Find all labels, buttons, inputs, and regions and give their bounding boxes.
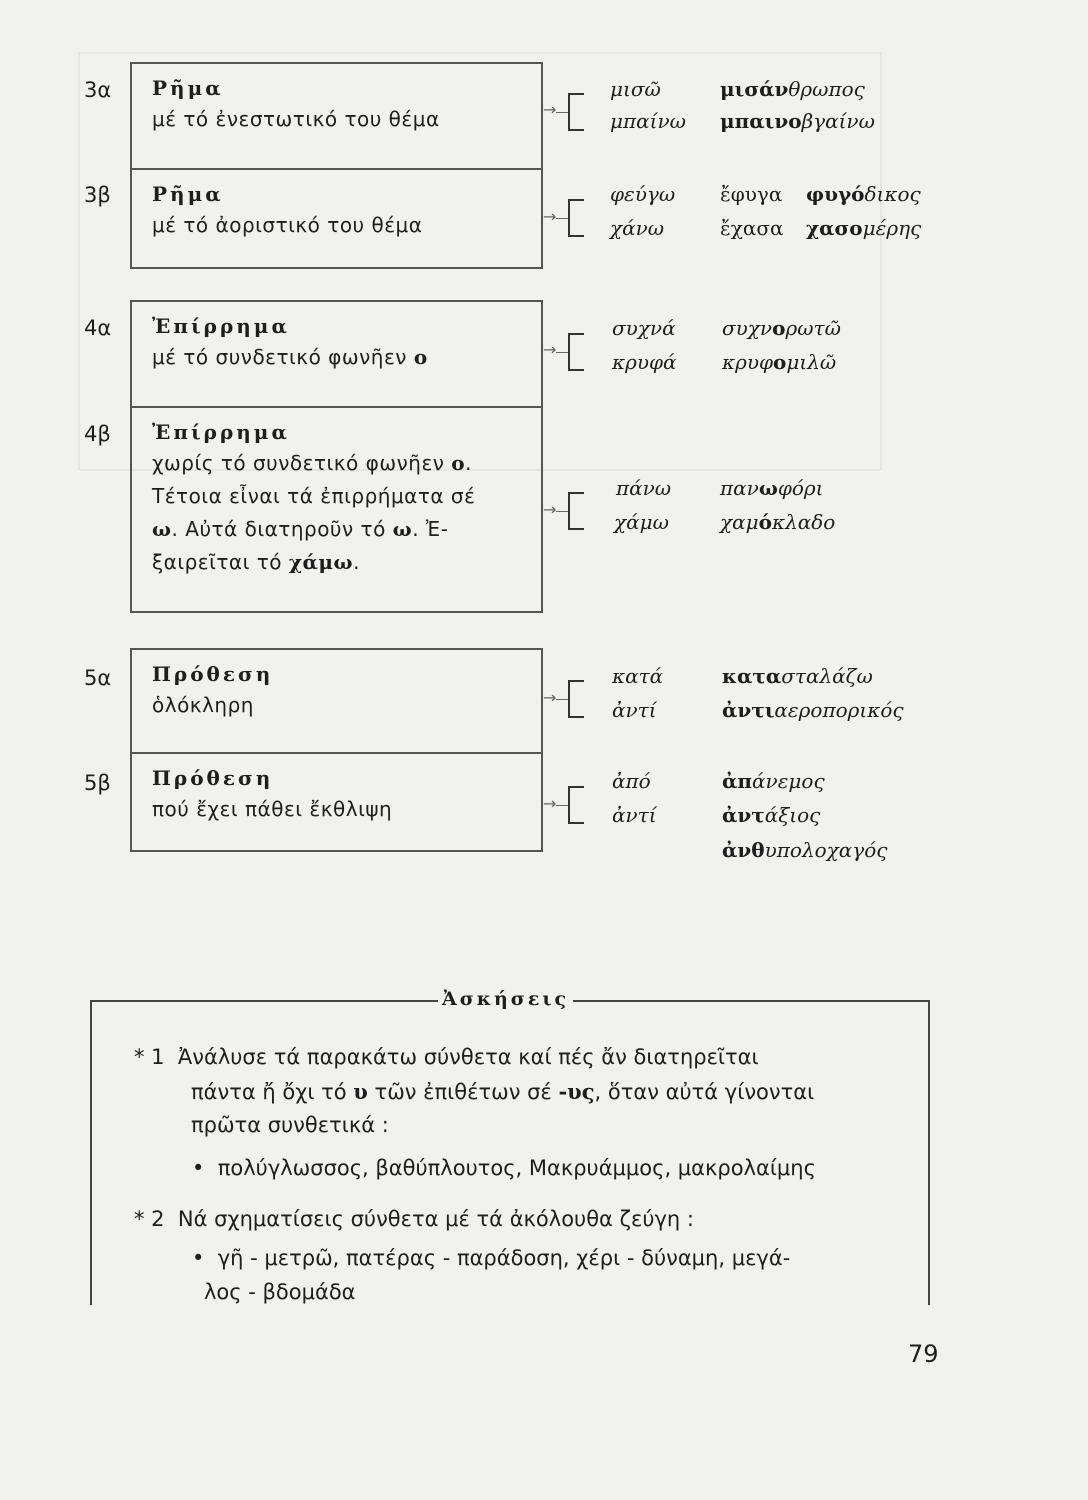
bracket-icon: [568, 333, 584, 371]
exercise-1-line-2: [191, 1075, 814, 1109]
compound-pre: παν: [720, 476, 759, 500]
exercises-title: Ἀσκήσεις: [438, 988, 573, 1010]
cell-description: μέ τό ἀοριστικό του θέμα: [152, 213, 423, 237]
compound-bold-part: ἀπ: [722, 769, 753, 793]
compound-bold-part: ο: [773, 350, 787, 374]
row-label-4a: 4α: [84, 316, 112, 340]
simple-word: κρυφά: [612, 350, 677, 374]
compound-bold-part: φυγό: [806, 182, 865, 206]
page-number: 79: [908, 1340, 939, 1368]
cell-3b: [132, 168, 541, 271]
simple-word: ἀντί: [612, 698, 657, 722]
compound-rest: μέρης: [862, 216, 922, 240]
exercise-marker: * 1: [134, 1045, 165, 1069]
cell-description: μέ τό ἐνεστωτικό του θέμα: [152, 107, 440, 131]
compound-rest: αεροπορικός: [774, 698, 904, 722]
compound-word: [720, 105, 875, 137]
compound-word: [722, 765, 825, 797]
simple-word: μπαίνω: [610, 109, 686, 133]
exercise-2-items-cont: λος - βδομάδα: [204, 1280, 356, 1304]
cell-heading: Ἐπίρρημα: [152, 314, 290, 338]
simple-word: χάμω: [614, 510, 669, 534]
compound-bold-part: ο: [772, 316, 786, 340]
exercise-text: τῶν ἐπιθέτων σέ: [367, 1080, 559, 1104]
compound-rest: βγαίνω: [801, 109, 875, 133]
desc-text: . Ἐ-: [412, 517, 449, 541]
cell-description-line-4: [152, 546, 541, 579]
simple-word: κατά: [612, 664, 664, 688]
exercise-text: , ὅταν αὐτά γίνονται: [594, 1080, 815, 1104]
row-label-4b: 4β: [84, 422, 111, 446]
preposition-box: [130, 648, 543, 852]
compound-rest: φόρι: [777, 476, 824, 500]
verb-box: [130, 62, 543, 269]
row-label-5b: 5β: [84, 771, 111, 795]
arrow-right-icon: →: [543, 500, 557, 519]
compound-rest: δικος: [864, 182, 921, 206]
compound-word: [720, 506, 835, 538]
bullet-icon: •: [192, 1246, 205, 1270]
compound-rest: υπολοχαγός: [764, 838, 888, 862]
desc-bold: ω: [392, 517, 413, 541]
desc-text: χωρίς τό συνδετικό φωνῆεν: [152, 451, 452, 475]
desc-bold: ω: [152, 517, 172, 541]
simple-word: χάνω: [610, 216, 665, 240]
exercise-bold: υ: [353, 1079, 368, 1104]
desc-text: . Αὐτά διατηροῦν τό: [171, 517, 393, 541]
compound-bold-part: ἀνθ: [722, 838, 765, 862]
compound-pre: συχν: [722, 316, 773, 340]
exercise-text: Νά σχηματίσεις σύνθετα μέ τά ἀκόλουθα ζεύγη :: [177, 1207, 694, 1231]
desc-text: Τέτοια εἶναι τά ἐπιρρήματα σέ: [152, 484, 476, 508]
compound-word: [720, 73, 865, 105]
cell-3a: [132, 64, 541, 168]
row-label-5a: 5α: [84, 666, 112, 690]
compound-rest: μιλῶ: [786, 350, 837, 374]
compound-rest: θρωπος: [788, 77, 865, 101]
bracket-icon: [568, 786, 584, 824]
desc-text: μέ τό συνδετικό φωνῆεν: [152, 345, 407, 369]
simple-word: πάνω: [616, 476, 672, 500]
arrow-right-icon: →: [543, 688, 557, 707]
cell-heading: Ρῆμα: [152, 182, 224, 206]
bracket-icon: [568, 93, 584, 131]
exercise-text: Ἀνάλυσε τά παρακάτω σύνθετα καί πές ἄν διατηρεῖται: [177, 1045, 759, 1069]
compound-word: [722, 694, 904, 726]
exercise-2-items: [192, 1242, 790, 1275]
cell-heading: Πρόθεση: [152, 662, 274, 686]
aorist-form: ἔφυγα: [720, 182, 783, 206]
row-label-3a: 3α: [84, 78, 112, 102]
compound-rest: κλαδο: [771, 510, 836, 534]
cell-heading: Πρόθεση: [152, 766, 274, 790]
compound-bold-part: μπαινο: [720, 109, 802, 133]
compound-bold-part: χασο: [806, 216, 863, 240]
arrow-right-icon: →: [543, 100, 557, 119]
compound-word: [722, 312, 841, 344]
desc-bold: ο: [451, 451, 466, 475]
bracket-icon: [568, 199, 584, 237]
compound-word: [722, 346, 836, 378]
cell-description-line-3: [152, 513, 541, 546]
cell-description-line-1: [152, 447, 541, 480]
compound-rest: άνεμος: [752, 769, 825, 793]
cell-heading: Ἐπίρρημα: [152, 420, 290, 444]
cell-5a: [132, 650, 541, 752]
adverb-box: [130, 300, 543, 613]
cell-4a: [132, 302, 541, 406]
compound-word: [722, 799, 820, 831]
exercise-word-list: γῆ - μετρῶ, πατέρας - παράδοση, χέρι - δύναμη, μεγά-: [217, 1246, 791, 1270]
simple-word: συχνά: [612, 316, 676, 340]
compound-word: [806, 178, 921, 210]
compound-bold-part: κατα: [722, 664, 782, 688]
compound-rest: σταλάζω: [781, 664, 873, 688]
compound-rest: άξιος: [764, 803, 821, 827]
compound-bold-part: ἀντι: [722, 698, 775, 722]
cell-5b: [132, 752, 541, 854]
compound-bold-part: ω: [758, 476, 778, 500]
aorist-form: ἔχασα: [720, 216, 784, 240]
compound-bold-part: ό: [758, 510, 772, 534]
cell-heading: Ρῆμα: [152, 76, 224, 100]
exercise-marker: * 2: [134, 1207, 165, 1231]
compound-word: [720, 472, 824, 504]
cell-4b: [132, 406, 541, 615]
exercise-text: πάντα ἤ ὄχι τό: [191, 1080, 354, 1104]
cell-description: ὁλόκληρη: [152, 693, 254, 717]
bullet-icon: •: [192, 1156, 205, 1180]
exercise-word-list: πολύγλωσσος, βαθύπλουτος, Μακρυάμμος, μακρολαίμης: [217, 1156, 816, 1180]
desc-text: .: [353, 550, 360, 574]
exercise-bold: -υς: [558, 1079, 595, 1104]
row-label-3b: 3β: [84, 183, 111, 207]
simple-word: ἀπό: [612, 769, 651, 793]
exercise-1-items: [192, 1152, 816, 1185]
compound-word: [722, 834, 888, 866]
desc-bold-vowel: ο: [413, 345, 428, 369]
exercise-1-line-1: [134, 1041, 759, 1074]
arrow-right-icon: →: [543, 340, 557, 359]
compound-bold-part: ἀντ: [722, 803, 765, 827]
exercise-1-line-3: πρῶτα συνθετικά :: [191, 1113, 389, 1137]
compound-word: [722, 660, 873, 692]
compound-pre: χαμ: [720, 510, 759, 534]
simple-word: μισῶ: [610, 77, 661, 101]
bracket-icon: [568, 492, 584, 530]
compound-word: [806, 212, 921, 244]
exercise-2-line-1: [134, 1203, 694, 1236]
bracket-icon: [568, 680, 584, 718]
compound-rest: ρωτῶ: [785, 316, 841, 340]
cell-description: [152, 341, 541, 374]
arrow-right-icon: →: [543, 207, 557, 226]
compound-bold-part: μισάν: [720, 77, 789, 101]
arrow-right-icon: →: [543, 794, 557, 813]
desc-bold: χάμω: [288, 550, 354, 574]
cell-description: πού ἔχει πάθει ἔκθλιψη: [152, 797, 393, 821]
desc-text: .: [465, 451, 472, 475]
simple-word: φεύγω: [610, 182, 676, 206]
simple-word: ἀντί: [612, 803, 657, 827]
cell-description-line-2: [152, 480, 541, 513]
desc-text: ξαιρεῖται τό: [152, 550, 289, 574]
compound-pre: κρυφ: [722, 350, 774, 374]
